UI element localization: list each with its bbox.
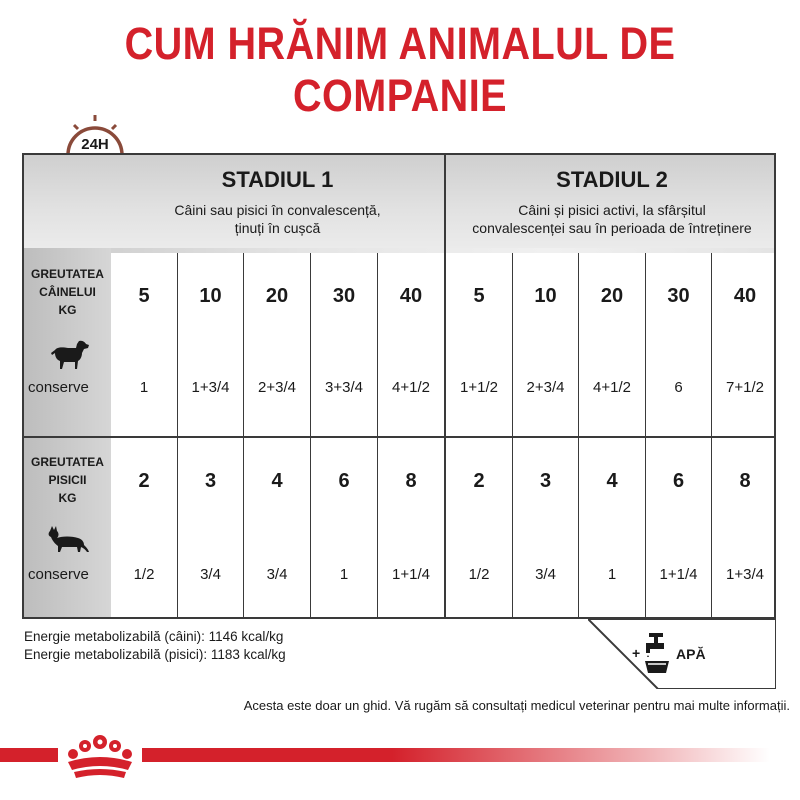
energy-info bbox=[24, 628, 286, 664]
cat-weight-value: 3 bbox=[204, 470, 217, 492]
cat-cans-value: 1+3/4 bbox=[726, 566, 764, 583]
dog-weight-value: 10 bbox=[199, 285, 222, 307]
cat-weight-value: 8 bbox=[739, 470, 751, 492]
dog-cell bbox=[446, 253, 512, 436]
dog-weight-value: 40 bbox=[399, 285, 423, 307]
dog-cans-value: 2+3/4 bbox=[258, 379, 296, 396]
cat-cans-value: 1+1/4 bbox=[659, 566, 698, 583]
cat-weight-value: 8 bbox=[405, 470, 417, 492]
dog-cans-value: 7+1/2 bbox=[726, 379, 764, 396]
cat-cell bbox=[711, 438, 776, 619]
dog-cell bbox=[512, 253, 578, 436]
stage2-desc-line2: convalescenței sau în perioada de întreținere bbox=[472, 220, 752, 236]
cat-weight-value: 3 bbox=[539, 470, 552, 492]
dog-cans-value: 1+1/2 bbox=[460, 379, 498, 396]
cat-cell bbox=[512, 438, 578, 619]
cat-cell bbox=[645, 438, 711, 619]
cat-icon bbox=[46, 525, 90, 553]
dog-icon bbox=[50, 339, 90, 371]
cat-cans-value: 1/2 bbox=[133, 566, 155, 583]
dog-cell bbox=[177, 253, 243, 436]
dog-weight-value: 20 bbox=[600, 285, 624, 307]
cat-cell bbox=[377, 438, 444, 619]
cat-cans-value: 1+1/4 bbox=[392, 566, 430, 583]
dog-weight-value: 20 bbox=[265, 285, 289, 307]
stage1-title: STADIUL 1 bbox=[221, 167, 334, 192]
cat-cell bbox=[446, 438, 512, 619]
stage2-desc-line1: Câini și pisici activi, la sfârșitul bbox=[518, 202, 706, 218]
dog-weight-value: 40 bbox=[733, 285, 757, 307]
dog-weight-label-2: CÂINELUI bbox=[39, 285, 96, 299]
cat-cans-label: conserve bbox=[28, 566, 89, 583]
stage2-title: STADIUL 2 bbox=[556, 167, 668, 192]
dog-weight-value: 30 bbox=[332, 285, 356, 307]
stage1-desc-line1: Câini sau pisici în convalescență, bbox=[174, 202, 381, 218]
dog-cell bbox=[711, 253, 776, 436]
cat-weight-value: 2 bbox=[138, 470, 150, 492]
stage-divider bbox=[444, 155, 446, 619]
dog-weight-value: 5 bbox=[473, 285, 485, 307]
cat-weight-label-1: GREUTATEA bbox=[31, 455, 104, 469]
royal-canin-crown-logo bbox=[58, 730, 142, 782]
dog-cans-label: conserve bbox=[28, 379, 89, 396]
water-tap-icon bbox=[642, 631, 672, 675]
cat-weight-value: 6 bbox=[672, 470, 685, 492]
cat-cans-value: 3/4 bbox=[200, 566, 221, 583]
cat-weight-value: 4 bbox=[271, 470, 283, 492]
water-label: APĂ bbox=[676, 646, 706, 662]
energy-cats: Energie metabolizabilă (pisici): 1183 kcal/kg bbox=[24, 647, 286, 662]
feeding-table bbox=[22, 153, 776, 619]
disclaimer-note: Acesta este doar un ghid. Vă rugăm să consultați medicul veterinar pentru mai multe informații. bbox=[243, 698, 790, 713]
cat-weight-label-3: KG bbox=[58, 491, 77, 505]
page-title: CUM HRĂNIM ANIMALUL DE COMPANIE bbox=[124, 18, 676, 121]
cat-cans-value: 1/2 bbox=[468, 566, 490, 583]
dog-cell bbox=[377, 253, 444, 436]
cat-weight-value: 2 bbox=[473, 470, 485, 492]
dog-weight-label-3: KG bbox=[58, 303, 77, 317]
dog-weight-value: 10 bbox=[534, 285, 557, 307]
dog-cell bbox=[578, 253, 645, 436]
dog-weight-label-1: GREUTATEA bbox=[31, 267, 104, 281]
footer-line-left bbox=[0, 748, 60, 762]
dog-cell bbox=[111, 253, 177, 436]
stage1-desc-line2: ținuți în cușcă bbox=[234, 220, 321, 236]
dog-weight-value: 5 bbox=[138, 285, 150, 307]
cat-cell bbox=[578, 438, 645, 619]
cat-cell bbox=[310, 438, 377, 619]
energy-dogs: Energie metabolizabilă (câini): 1146 kcal/kg bbox=[24, 629, 284, 644]
dog-cans-value: 1+3/4 bbox=[191, 379, 230, 396]
dog-cans-value: 4+1/2 bbox=[593, 379, 631, 396]
cat-cell bbox=[243, 438, 310, 619]
dog-cell bbox=[310, 253, 377, 436]
dog-cans-value: 3+3/4 bbox=[325, 379, 363, 396]
cat-cans-value: 3/4 bbox=[266, 566, 288, 583]
water-plus: + bbox=[632, 645, 641, 661]
dog-cell bbox=[645, 253, 711, 436]
cat-weight-value: 4 bbox=[606, 470, 618, 492]
dog-weight-value: 30 bbox=[667, 285, 690, 307]
clock-label: 24H bbox=[81, 136, 109, 153]
cat-cans-value: 1 bbox=[607, 566, 617, 583]
cat-cell bbox=[177, 438, 243, 619]
water-box bbox=[588, 619, 776, 689]
dog-cell bbox=[243, 253, 310, 436]
cat-cell bbox=[111, 438, 177, 619]
dog-cans-value: 2+3/4 bbox=[526, 379, 565, 396]
dog-cans-value: 6 bbox=[674, 379, 683, 396]
cat-weight-value: 6 bbox=[338, 470, 350, 492]
cat-cans-value: 1 bbox=[339, 566, 349, 583]
footer-line-right bbox=[140, 748, 770, 762]
cat-cans-value: 3/4 bbox=[535, 566, 556, 583]
row-divider bbox=[24, 436, 774, 438]
dog-cans-value: 4+1/2 bbox=[392, 379, 430, 396]
dog-cans-value: 1 bbox=[139, 379, 149, 396]
cat-weight-label-2: PISICII bbox=[48, 473, 87, 487]
